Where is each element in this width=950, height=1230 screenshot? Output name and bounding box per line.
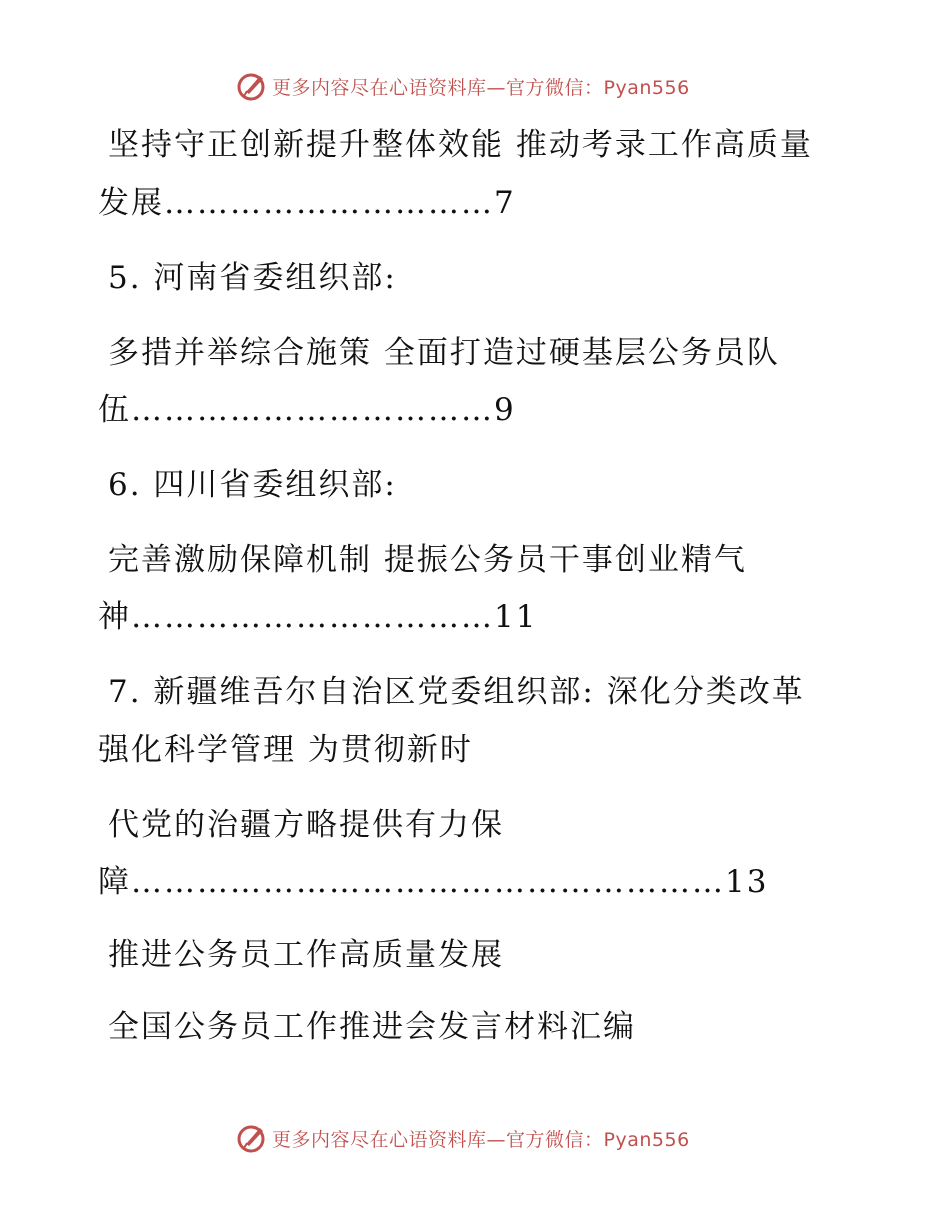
- toc-line: 5. 河南省委组织部:: [108, 260, 397, 296]
- watermark-text: 更多内容尽在心语资料库—官方微信：Pyan556: [272, 76, 690, 99]
- toc-line: 完善激励保障机制 提振公务员干事创业精气: [108, 542, 747, 578]
- toc-line: 强化科学管理 为贯彻新时: [98, 732, 473, 768]
- toc-line: 代党的治疆方略提供有力保: [108, 807, 504, 843]
- toc-line: 推进公务员工作高质量发展: [108, 937, 504, 973]
- quill-logo-icon: [236, 1122, 268, 1154]
- toc-line: 伍……………………………9: [98, 392, 516, 428]
- toc-line: 发展…………………………7: [98, 185, 516, 221]
- toc-line: 神……………………………11: [98, 599, 538, 635]
- toc-line: 多措并举综合施策 全面打造过硬基层公务员队: [108, 335, 780, 371]
- watermark-footer: [236, 1122, 690, 1154]
- toc-line: 障………………………………………………13: [98, 864, 769, 900]
- watermark-text: 更多内容尽在心语资料库—官方微信：Pyan556: [272, 1128, 690, 1151]
- quill-logo-icon: [236, 70, 268, 102]
- watermark-header: [236, 70, 690, 102]
- toc-line: 全国公务员工作推进会发言材料汇编: [108, 1009, 636, 1045]
- toc-line: 坚持守正创新提升整体效能 推动考录工作高质量: [108, 127, 813, 163]
- toc-line: 7. 新疆维吾尔自治区党委组织部: 深化分类改革: [108, 674, 805, 710]
- toc-line: 6. 四川省委组织部:: [108, 467, 397, 503]
